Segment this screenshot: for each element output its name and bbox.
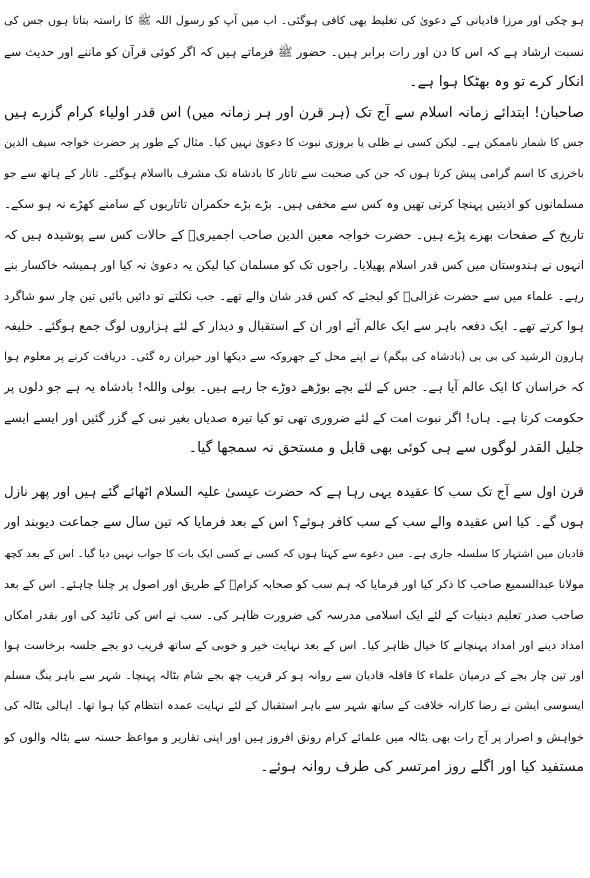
text-line: ہارون الرشید کی بی بی (بادشاہ کی بیگم) نے اپنے محل کے جھروکہ سے دیکھا اور حیران رہ گئی۔ دریافت کرنے پر معلوم ہوا [4, 349, 584, 363]
paragraph [4, 6, 584, 98]
document-page [4, 6, 584, 872]
text-line: صاحبان! ابتدائے زمانہ اسلام سے آج تک (ہر قرن اور ہر زمانہ میں) اس قدر اولیاء کرام گزرے ہیں [4, 104, 584, 121]
text-line: کہ خراسان کا ایک عالم آیا ہے۔ جس کے لئے بچے بوڑھے دوڑے جا رہے ہیں۔ بولی واللہ! بادشاہ یہ ہے جو دلوں پر [4, 379, 584, 394]
text-line: ہوا کرتے تھے۔ ایک دفعہ باہر سے ایک عالم آئے اور ان کے استقبال و دیدار کے لئے ہزاروں لوگ جمع ہوگئے۔ خلیفہ [4, 318, 584, 333]
text-line: ہو چکی اور مرزا قادیانی کے دعویٰ کی تغلیط بھی کافی ہوگئی۔ اب میں آپ کو رسول اللہ ﷺ کا راستہ بتاتا ہوں جس کی [4, 14, 584, 27]
text-line: حکومت کرتا ہے۔ ہاں! اگر نبوت امت کے لئے ضروری تھی تو کیا تیرہ صدیاں بغیر نبی کے گزر گئیں اور ایسے ایسے [4, 409, 584, 425]
text-line: مولانا عبدالسمیع صاحب کا ذکر کیا اور فرمایا کہ ہم سب کو صحابہ کرامؓ کے طریق اور اصول پر چلنا چاہئے۔ اس کے بعد [4, 577, 584, 591]
text-line: امداد دینے اور امداد پہنچانے کا خیال ظاہر کیا۔ اس کے بعد نہایت خیر و خوبی کے ساتھ قریب دو بجے جلسہ برخاست ہوا [4, 638, 584, 652]
paragraph [4, 478, 584, 783]
text-line: نسبت ارشاد ہے کہ اس کا دن اور رات برابر ہیں۔ حضور ﷺ فرماتے ہیں کہ اگر کوئی قرآن کو ماننے اور حدیث سے [4, 44, 584, 59]
text-line: خواہش و اصرار پر آج رات بھی بٹالہ میں علمائے کرام رونق افروز ہیں اور اپنی تقاریر و مواعظ حسنہ سے بٹالہ والوں کو [4, 729, 584, 744]
text-line: ہوں گے۔ کیا اس عقیدہ والے سب کے سب کافر ہوئے؟ اس کے بعد فرمایا کہ تین سال سے جماعت دیوبند اور [4, 515, 584, 530]
text-line: جلیل القدر لوگوں سے ہی کوئی بھی قابل و مستحق نہ سمجھا گیا۔ [188, 440, 584, 456]
text-line: انہوں نے ہندوستان میں کس قدر اسلام پھیلایا۔ راجوں تک کو مسلمان کیا لیکن یہ دعویٰ نہ کیا اور ہمیشہ خاکسار بنے [4, 258, 584, 272]
text-line: قرن اول سے آج تک سب کا عقیدہ یہی رہا ہے کہ حضرت عیسیٰ علیہ السلام اٹھائے گئے ہیں اور پھر نازل [4, 484, 584, 500]
text-line: تاریخ کے صفحات بھرے پڑے ہیں۔ حضرت خواجہ معین الدین صاحب اجمیریؒ کے حالات کس سے پوشیدہ ہیں کہ [4, 226, 584, 242]
text-line: انکار کرے تو وہ بھٹکا ہوا ہے۔ [409, 74, 584, 90]
text-line: صاحب صدر تعلیم دینیات کے لئے ایک اسلامی مدرسہ کی ضرورت ظاہر کی۔ سب نے اس کی تائید کی اور بقدر امکاں [4, 607, 584, 622]
text-line: رہے۔ علماء میں سے حضرت غزالیؒ کو لیجئے کہ کس قدر شان والے تھے۔ جب نکلتے تو دائیں بائیں تین چار سو شاگرد [4, 288, 584, 303]
paragraph [4, 98, 584, 464]
paragraph-gap [4, 464, 584, 478]
text-line: ایسوسی ایشن نے رضا کارانہ خلافت کے ساتھ شہر سے باہر استقبال کے لئے نہایت عمدہ انتظام کیا ہوا تھا۔ اہالی بٹالہ کی [4, 699, 584, 712]
text-line: مسلمانوں کو اذیتیں پہنچا کرتی تھیں وہ کس سے مخفی ہیں۔ بڑے بڑے حکمران تاتاریوں کے سامنے کھڑے نہ ہو سکے۔ [4, 197, 584, 211]
text-line: قادیان میں اشتہار کا سلسلہ جاری ہے۔ میں دعوے سے کہتا ہوں کہ کسی نے کسی ایک بات کا جواب نہیں دیا گیا۔ اس کے بعد کچھ [4, 547, 584, 560]
text-line: اور تین چار بجے کے درمیان علماء کا قافلہ قادیان سے روانہ ہو کر قریب چھ بجے شام بٹالہ پہنچا۔ شہر سے باہر ینگ مسلم [4, 668, 584, 682]
text-line: جس کا شمار ناممکن ہے۔ لیکن کسی نے ظلی یا بروزی نبوت کا دعویٰ نہیں کیا۔ مثال کے طور پر حضرت خواجہ سیف الدین [4, 136, 584, 149]
text-line: باخرزی کا اسم گرامی پیش کرتا ہوں کہ جن کی صحبت سے تاتار کا بادشاہ تک مشرف بااسلام ہوگئے۔ تاتار کے ہاتھ سے جو [4, 166, 584, 180]
text-line: مستفید کیا اور اگلے روز امرتسر کی طرف روانہ ہوئے۔ [260, 759, 584, 775]
